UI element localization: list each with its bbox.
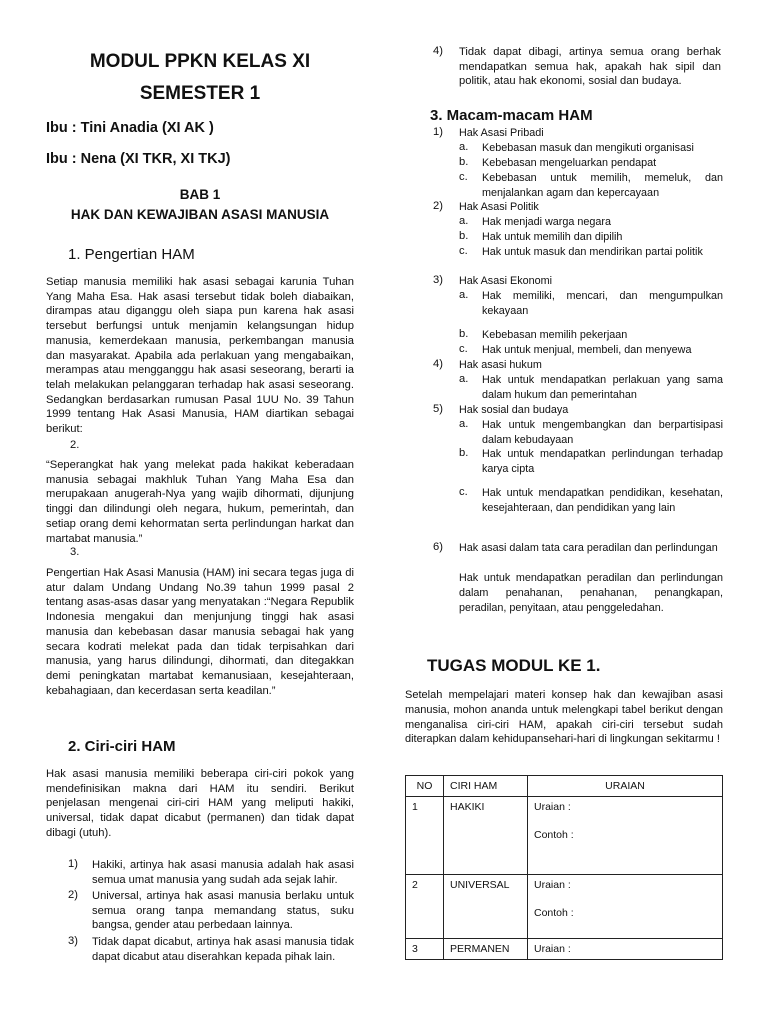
teacher-2: Ibu : Nena (XI TKR, XI TKJ) (46, 151, 231, 167)
module-title-line1: MODUL PPKN KELAS XI (89, 51, 311, 72)
list-item: Hak sosial dan budaya (459, 404, 569, 416)
list-item-letter: c. (459, 245, 468, 257)
section-2-paragraph: Hak asasi manusia memiliki beberapa ciri-ciri pokok yang mendefinisikan makna dari HAM itu sendiri. Berikut penjelasan mengenai ciri-ciri HAM yang meliputi hakiki, universal, tidak dapat dicabut (permanen) dan tidak dapat dibagi (utuh). (46, 768, 354, 839)
list-item-letter: b. (459, 328, 469, 340)
module-title-line2: SEMESTER 1 (139, 83, 261, 104)
cell-ciri: UNIVERSAL (444, 875, 528, 939)
list-item: Hak Asasi Politik (459, 201, 539, 213)
list-item: Hak Asasi Pribadi (459, 127, 544, 139)
list-item: Hak memiliki, mencari, dan mengumpulkan kekayaan (482, 290, 723, 317)
list-item-letter: b. (459, 230, 469, 242)
chapter-number: BAB 1 (179, 187, 221, 202)
list-item-letter: a. (459, 289, 469, 301)
list-item-number: 4) (433, 358, 443, 370)
cell-no: 2 (406, 875, 444, 939)
list-item: Hak untuk mendapatkan pendidikan, kesehatan, kesejahteraan, dan pendidikan yang lain (482, 487, 723, 514)
list-item: Hak Asasi Ekonomi (459, 275, 553, 287)
list-item: Hak untuk masuk dan mendirikan partai politik (482, 246, 703, 258)
tugas-table (405, 775, 723, 960)
list-item: Kebebasan mengeluarkan pendapat (482, 157, 657, 169)
list-item: Kebebasan untuk memilih, memeluk, dan menjalankan agam dan kepercayaan (482, 172, 723, 199)
section-2-heading: 2. Ciri-ciri HAM (68, 738, 176, 755)
tugas-heading: TUGAS MODUL KE 1. (427, 656, 601, 675)
ciri-item-4: Tidak dapat dibagi, artinya semua orang berhak mendapatkan semua hak, apakah hak sipil dan politik, atau hak ekonomi, sosial dan budaya. (459, 46, 721, 88)
list-item: Hakiki, artinya hak asasi manusia adalah hak asasi semua umat manusia yang sudah ada sejak lahir. (92, 859, 354, 886)
table-row (406, 797, 723, 875)
section-1-paragraph-2: Pengertian Hak Asasi Manusia (HAM) ini secara tegas juga di atur dalam Undang Undang No.39 tahun 1999 pasal 2 tentang asas-asas dasar yang menyatakan :“Negara Republik Indonesia mengakui dan menjunjung tinggi hak asasi manusia dan kebebasan dasar manusia sebagai hak yang secara kodrati melekat pada dan tidak terpisahkan dari manusia, yang harus dilindungi, dihormati, dan ditegakkan demi peningkatan martabat kemanusiaan, kesejahteraan, kebahagiaan, dan kecerdasan serta keadilan.” (46, 567, 354, 697)
list-item-number: 1) (433, 126, 443, 138)
list-item-number: 1) (68, 858, 78, 870)
section-1-quote: “Seperangkat hak yang melekat pada hakikat keberadaan manusia sebagai makhluk Tuhan Yang Maha Esa dan merupakaan anugerah-Nya yang wajib dihormati, dijunjung tinggi dan dilindungi oleh negara, hukum, pemerintah, dan setiap orang demi kehormatan serta perlindungan harkat dan martabat manusia.” (46, 459, 354, 545)
list-item: Tidak dapat dicabut, artinya hak asasi manusia tidak dapat dicabut atau diserahkan kepada pihak lain. (92, 936, 354, 963)
section-1-paragraph-1: Setiap manusia memiliki hak asasi sebagai karunia Tuhan Yang Maha Esa. Hak asasi tersebut tidak boleh diabaikan, dirampas atau diganggu oleh siapa pun karena hak asasi tersebut berfungsi untuk menjamin kelangsungan hidup manusia, kemerdekaan manusia, perkembangan manusia dan masyarakat. Apabila ada perlakuan yang mengabaikan, merampas atau mengganggu hak asasi seseorang, berarti ia telah melakukan pelanggaran terhadap hak asasi seseorang. Sedangkan berdasarkan rumusan Pasal 1UU No. 39 Tahun 1999 tentang Hak Asasi Manusia, HAM diartikan sebagai berikut: (46, 276, 354, 436)
cell-uraian[interactable] (528, 797, 723, 875)
uraian-label: Uraian : (534, 801, 571, 813)
list-item-number: 6) (433, 541, 443, 553)
cell-uraian[interactable] (528, 875, 723, 939)
list-item-letter: c. (459, 171, 468, 183)
cell-ciri: HAKIKI (444, 797, 528, 875)
list-item: Hak menjadi warga negara (482, 216, 612, 228)
list-item-number: 3) (68, 935, 78, 947)
list-item: Hak asasi hukum (459, 359, 542, 371)
list-item-number: 3) (433, 274, 443, 286)
list-item-number: 2) (68, 889, 78, 901)
tugas-paragraph: Setelah mempelajari materi konsep hak dan kewajiban asasi manusia, mohon ananda untuk melengkapi tabel berikut dengan menganalisa ciri-ciri HAM, apakah ciri-ciri tersebut sudah diterapkan dalam kehidupansehari-hari di lingkungan sekitarmu ! (405, 689, 723, 746)
stray-number-3: 3. (70, 546, 80, 558)
list-item-letter: a. (459, 141, 469, 153)
header-ciri: CIRI HAM (444, 776, 528, 797)
list-item: Hak untuk mendapatkan perlindungan terhadap karya cipta (482, 448, 723, 475)
uraian-label: Uraian : (534, 879, 571, 891)
list-item: Hak asasi dalam tata cara peradilan dan perlindungan (459, 542, 718, 554)
list-item-continuation: Hak untuk mendapatkan peradilan dan perlindungan dalam penahanan, penahanan, penangkapan, peradilan, penyitaan, atau penggeledahan. (459, 572, 723, 614)
table-row (406, 939, 723, 960)
list-item-letter: a. (459, 418, 469, 430)
list-item-number: 4) (433, 45, 443, 57)
cell-uraian[interactable] (528, 939, 723, 960)
list-item: Hak untuk memilih dan dipilih (482, 231, 623, 243)
list-item: Hak untuk menjual, membeli, dan menyewa (482, 344, 692, 356)
uraian-label: Uraian : (534, 943, 571, 955)
list-item-letter: b. (459, 156, 469, 168)
list-item-letter: a. (459, 373, 469, 385)
table-row (406, 875, 723, 939)
header-no: NO (406, 776, 444, 797)
section-3-heading: 3. Macam-macam HAM (430, 107, 593, 124)
stray-number-2: 2. (70, 439, 80, 451)
contoh-label: Contoh : (534, 829, 574, 841)
list-item-letter: c. (459, 343, 468, 355)
header-uraian: URAIAN (528, 776, 723, 797)
section-1-heading: 1. Pengertian HAM (68, 246, 195, 263)
list-item: Hak untuk mendapatkan perlakuan yang sama dalam hukum dan pemerintahan (482, 374, 723, 401)
list-item-letter: c. (459, 486, 468, 498)
list-item-number: 2) (433, 200, 443, 212)
list-item: Kebebasan masuk dan mengikuti organisasi (482, 142, 694, 154)
list-item-number: 5) (433, 403, 443, 415)
teacher-1: Ibu : Tini Anadia (XI AK ) (46, 120, 214, 136)
table-header-row (406, 776, 723, 797)
list-item-letter: b. (459, 447, 469, 459)
cell-ciri: PERMANEN (444, 939, 528, 960)
list-item: Hak untuk mengembangkan dan berpartisipasi dalam kebudayaan (482, 419, 723, 446)
chapter-title: HAK DAN KEWAJIBAN ASASI MANUSIA (70, 207, 330, 222)
list-item-letter: a. (459, 215, 469, 227)
list-item: Universal, artinya hak asasi manusia berlaku untuk semua orang tanpa memandang status, suku bangsa, gender atau perbedaan lainnya. (92, 890, 354, 932)
list-item: Kebebasan memilih pekerjaan (482, 329, 628, 341)
cell-no: 1 (406, 797, 444, 875)
cell-no: 3 (406, 939, 444, 960)
contoh-label: Contoh : (534, 907, 574, 919)
